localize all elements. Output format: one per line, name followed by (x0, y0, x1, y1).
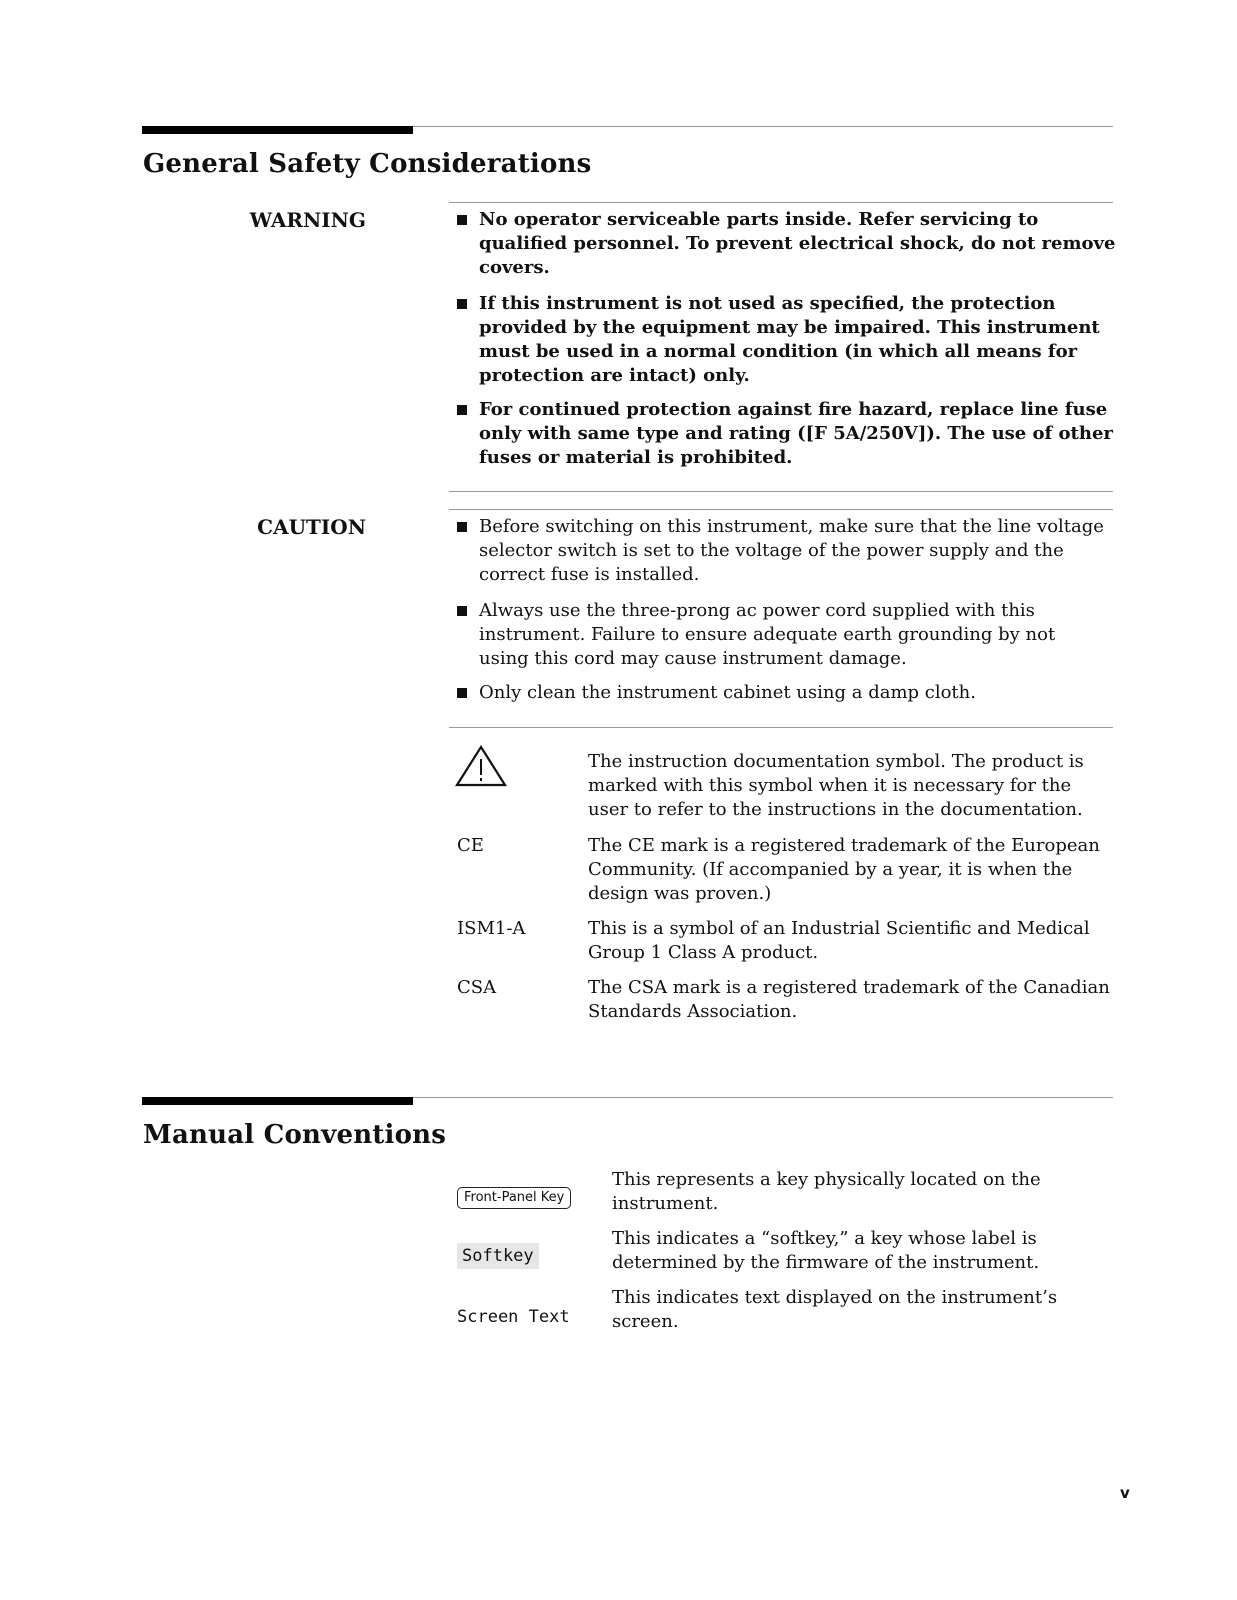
symbol-description: This is a symbol of an Industrial Scientific and Medical Group 1 Class A product. (588, 918, 1090, 963)
warning-item-text: No operator serviceable parts inside. Refer servicing to qualified personnel. To prevent electrical shock, do not remove covers. (479, 209, 1116, 278)
warning-item (457, 208, 1137, 280)
bullet-icon (457, 688, 467, 698)
convention-description: This indicates text displayed on the instrument’s screen. (612, 1287, 1058, 1332)
warning-bottom-rule (449, 491, 1113, 492)
warning-item-text: For continued protection against fire hazard, replace line fuse only with same type and rating ([F 5A/250V]). The use of other fuses or material is prohibited. (479, 399, 1113, 468)
bullet-icon (457, 522, 467, 532)
section-title-conventions: Manual Conventions (143, 1120, 447, 1150)
page-number: v (1120, 1484, 1130, 1502)
symbol-term: CE (457, 835, 484, 856)
caution-item (457, 681, 1137, 705)
softkey-example: Softkey (457, 1243, 539, 1269)
warning-label: WARNING (249, 208, 366, 232)
section-rule-thin (413, 126, 1113, 127)
section-rule-thick (142, 1097, 413, 1105)
warning-item (457, 292, 1137, 388)
section-rule-thin (413, 1097, 1113, 1098)
warning-item-text: If this instrument is not used as specified, the protection provided by the equipment may be impaired. This instrument must be used in a normal condition (in which all means for protection are intact) only. (479, 293, 1100, 386)
symbol-term: ISM1-A (457, 918, 526, 939)
convention-description: This indicates a “softkey,” a key whose label is determined by the firmware of the instrument. (612, 1228, 1040, 1273)
screen-text-example: Screen Text (457, 1307, 570, 1327)
caution-item-text: Always use the three-prong ac power cord supplied with this instrument. Failure to ensure adequate earth grounding by not using this cord may cause instrument damage. (479, 600, 1056, 669)
bullet-icon (457, 606, 467, 616)
caution-item-text: Only clean the instrument cabinet using a damp cloth. (479, 682, 976, 703)
bullet-icon (457, 299, 467, 309)
symbol-description: The CE mark is a registered trademark of the European Community. (If accompanied by a year, it is when the design was proven.) (588, 835, 1100, 904)
symbol-description: The instruction documentation symbol. The product is marked with this symbol when it is necessary for the user to refer to the instructions in the documentation. (588, 751, 1084, 820)
warning-triangle-icon (455, 745, 507, 787)
symbol-term: CSA (457, 977, 497, 998)
caution-bottom-rule (449, 727, 1113, 728)
section-rule-thick (142, 126, 413, 134)
caution-item (457, 599, 1137, 671)
convention-description: This represents a key physically located on the instrument. (612, 1169, 1041, 1214)
section-title-safety: General Safety Considerations (143, 149, 592, 179)
caution-item (457, 515, 1137, 587)
caution-label: CAUTION (257, 515, 366, 539)
warning-top-rule (449, 202, 1113, 203)
bullet-icon (457, 215, 467, 225)
front-panel-key-example: Front-Panel Key (457, 1187, 571, 1209)
symbol-description: The CSA mark is a registered trademark of the Canadian Standards Association. (588, 977, 1110, 1022)
bullet-icon (457, 405, 467, 415)
caution-item-text: Before switching on this instrument, make sure that the line voltage selector switch is set to the voltage of the power supply and the correct fuse is installed. (479, 516, 1104, 585)
caution-top-rule (449, 509, 1113, 510)
warning-item (457, 398, 1137, 470)
